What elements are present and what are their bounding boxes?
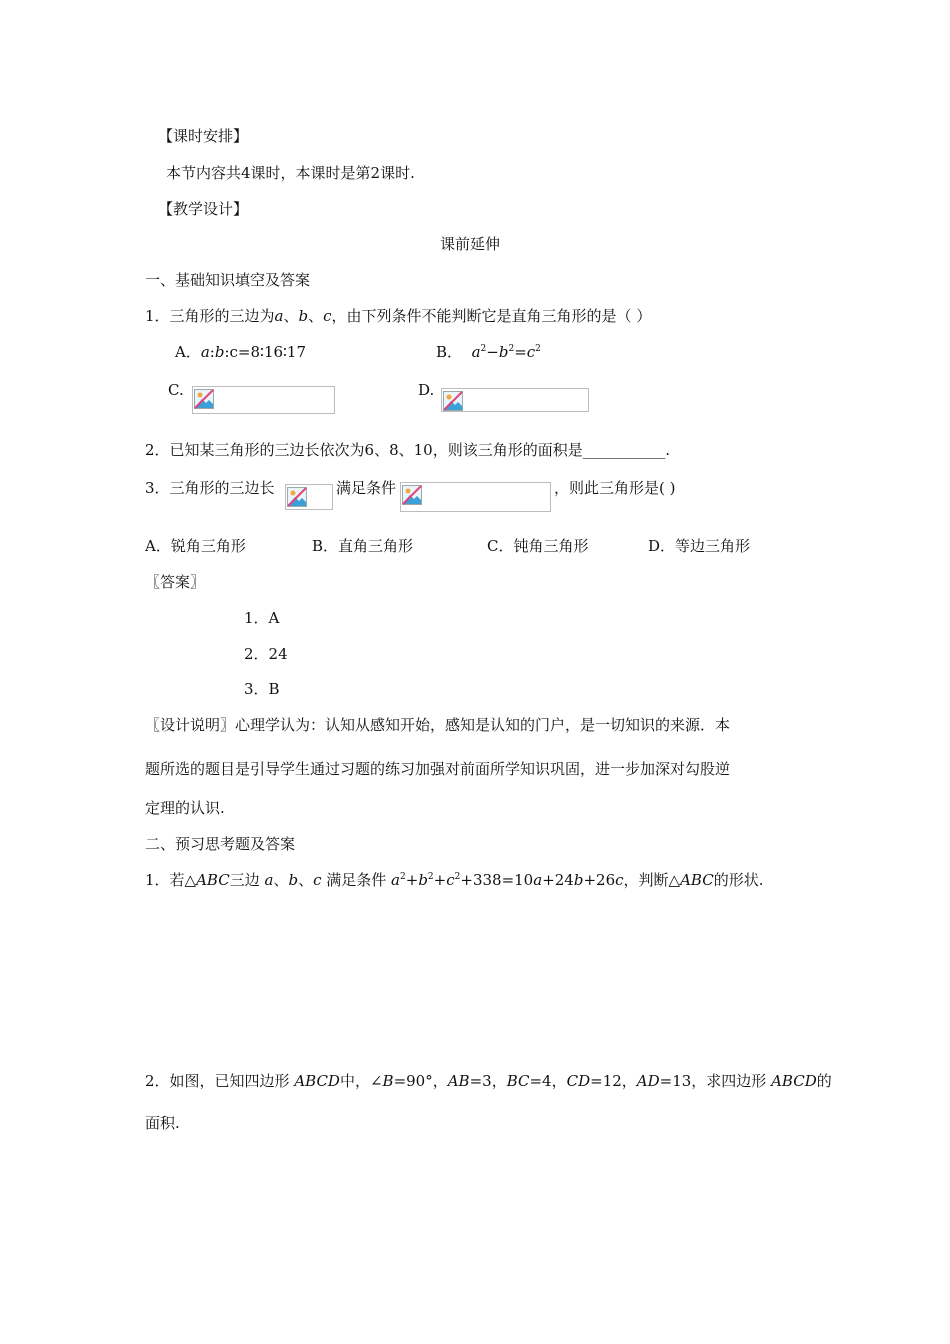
answer-item: 2．24 <box>244 645 288 663</box>
part1-q2: 2．已知某三角形的三边长依次为6、8、10，则该三角形的面积是___________. <box>145 441 671 459</box>
part1-q1-option-b: B． $a^2-b^2=c^2$ <box>436 343 541 361</box>
part1-q3-prefix: 3．三角形的三边长 <box>145 479 275 497</box>
answer-item: 3．B <box>244 680 280 698</box>
part2-heading: 二、预习思考题及答案 <box>145 835 296 853</box>
q3-sides-broken-image <box>285 484 333 510</box>
option-c-broken-image <box>192 386 335 414</box>
broken-image-icon <box>287 487 307 507</box>
part1-q1-option-a: A．a:b:c=8∶16∶17 <box>175 343 307 361</box>
part1-q3-option-b: B．直角三角形 <box>312 537 414 555</box>
answer-blank[interactable]: ___________ <box>582 441 666 459</box>
design-heading: 【教学设计】 <box>158 200 249 218</box>
part1-q3-option-a: A．锐角三角形 <box>145 537 246 555</box>
answers-heading: 〖答案〗 <box>145 573 206 591</box>
part1-q1-option-d-label: D. <box>418 381 435 399</box>
schedule-heading: 【课时安排】 <box>158 127 249 145</box>
part1-q1-option-c-label: C. <box>168 381 184 399</box>
broken-image-icon <box>402 485 422 505</box>
part1-q1-stem: 1．三角形的三边为a、b、c，由下列条件不能判断它是直角三角形的是（ ） <box>145 307 652 325</box>
part2-q2-line1: 2．如图，已知四边形 ABCD中，∠B=90°，AB=3，BC=4，CD=12，AD=13，求四边形 ABCD的 <box>145 1072 832 1090</box>
broken-image-icon <box>194 389 214 409</box>
part1-q3-middle: 满足条件 <box>336 479 397 497</box>
q3-condition-broken-image <box>400 482 551 512</box>
part2-q2-line2: 面积. <box>145 1114 180 1132</box>
schedule-text: 本节内容共4课时，本课时是第2课时. <box>166 164 415 182</box>
part1-q3-option-d: D．等边三角形 <box>648 537 751 555</box>
part1-q3-option-c: C．钝角三角形 <box>487 537 589 555</box>
design-note-line2: 题所选的题目是引导学生通过习题的练习加强对前面所学知识巩固，进一步加深对勾股逆 <box>145 760 731 778</box>
part1-q3-suffix: ，则此三角形是( ) <box>554 479 676 497</box>
part2-q1: 1．若△ABC三边 a、b、c 满足条件 $a^2+b^2+c^2+338=10a+24b+26c$，判断△ABC的形状. <box>145 871 764 889</box>
broken-image-icon <box>443 391 463 411</box>
section-title: 课前延伸 <box>440 235 501 253</box>
design-note-line1: 〖设计说明〗心理学认为：认知从感知开始，感知是认知的门户，是一切知识的来源．本 <box>145 716 731 734</box>
option-d-broken-image <box>441 388 589 412</box>
design-note-line3: 定理的认识. <box>145 799 225 817</box>
part1-heading: 一、基础知识填空及答案 <box>145 271 311 289</box>
answer-item: 1．A <box>244 609 280 627</box>
